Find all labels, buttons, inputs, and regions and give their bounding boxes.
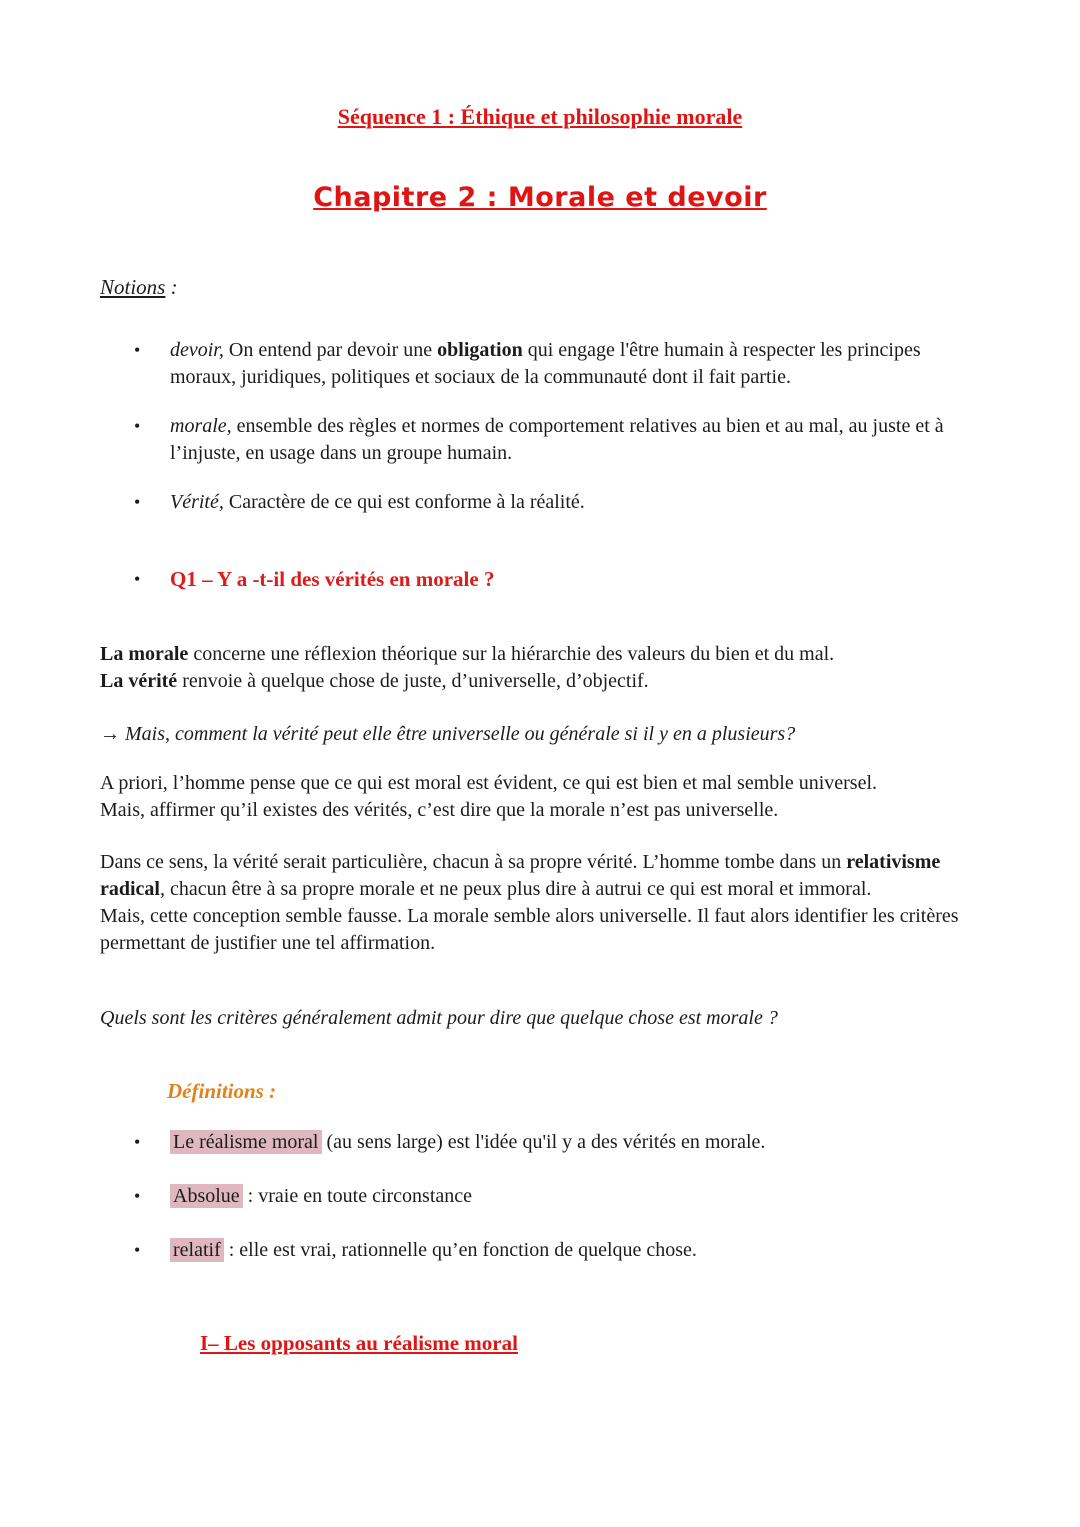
definition-body: : elle est vrai, rationnelle qu’en fonction de quelque chose. (223, 1239, 697, 1261)
arrow-question-text: Mais, comment la vérité peut elle être universelle ou générale si il y en a plusieurs? (120, 723, 796, 745)
notion-item-devoir (100, 337, 980, 391)
definition-item-absolue (100, 1183, 980, 1210)
highlighted-term: relatif (170, 1238, 224, 1262)
bullet-icon: • (134, 1240, 141, 1260)
definition-text (170, 1183, 980, 1210)
apriori-line1: A priori, l’homme pense que ce qui est moral est évident, ce qui est bien et mal semble universel. (100, 772, 878, 794)
notion-body: Caractère de ce qui est conforme à la réalité. (223, 491, 585, 513)
bullet-icon: • (134, 1186, 141, 1206)
term-la-verite: La vérité (100, 670, 178, 692)
section-1-title: I– Les opposants au réalisme moral (200, 1331, 518, 1355)
notion-body-post: qui engage l'être humain à respecter les principes moraux, juridiques, politiques et sociaux de la communauté dont il fait partie. (170, 339, 921, 388)
morale-definition: concerne une réflexion théorique sur la hiérarchie des valeurs du bien et du mal. (188, 643, 835, 665)
notion-text (170, 337, 980, 391)
term-la-morale: La morale (100, 643, 189, 665)
definition-body: (au sens large) est l'idée qu'il y a des vérités en morale. (321, 1131, 766, 1153)
notions-colon: : (165, 275, 178, 299)
notion-body: On entend par devoir une (223, 339, 438, 361)
definition-text (170, 1237, 980, 1264)
relativisme-pre: Dans ce sens, la vérité serait particulière, chacun à sa propre vérité. L’homme tombe dans un (100, 851, 847, 873)
notion-bold: obligation (437, 339, 523, 361)
highlighted-term: Absolue (170, 1184, 243, 1208)
paragraph-arrow-question (100, 721, 980, 748)
paragraph-morale-verite (100, 641, 980, 695)
notion-text (170, 489, 980, 516)
paragraph-apriori (100, 770, 980, 824)
notion-item-morale (100, 413, 980, 467)
question-q1: Q1 – Y a -t-il des vérités en morale ? (170, 567, 495, 591)
definition-text (170, 1129, 980, 1156)
verite-definition: renvoie à quelque chose de juste, d’universelle, d’objectif. (177, 670, 649, 692)
chapter-title: Chapitre 2 : Morale et devoir (313, 182, 767, 213)
notions-label: Notions (100, 275, 166, 299)
paragraph-relativisme (100, 849, 980, 957)
definition-item-realisme (100, 1129, 980, 1156)
notions-heading (100, 274, 980, 301)
bullet-icon: • (134, 416, 141, 436)
question-q1-row (100, 566, 980, 593)
apriori-line2: Mais, affirmer qu’il existes des vérités, c’est dire que la morale n’est pas universelle. (100, 799, 779, 821)
notion-text (170, 413, 980, 467)
definitions-heading: Définitions : (167, 1079, 277, 1103)
notion-list (100, 337, 980, 516)
notion-term: Vérité, (170, 491, 224, 513)
definition-item-relatif (100, 1237, 980, 1264)
highlighted-term: Le réalisme moral (170, 1130, 322, 1154)
bullet-icon: • (134, 340, 141, 360)
notion-item-verite (100, 489, 980, 516)
sequence-title: Séquence 1 : Éthique et philosophie morale (337, 104, 743, 129)
arrow-icon: → (100, 723, 120, 745)
definition-body: : vraie en toute circonstance (242, 1185, 473, 1207)
relativisme-line2: Mais, cette conception semble fausse. La morale semble alors universelle. Il faut alors identifier les critères permettant de justifier une tel affirmation. (100, 905, 959, 954)
notion-term: morale, (170, 415, 232, 437)
definitions-list (100, 1129, 980, 1264)
term-relativisme-radical: relativisme radical (100, 851, 941, 900)
bullet-icon: • (134, 492, 141, 512)
notion-body: ensemble des règles et normes de comportement relatives au bien et au mal, au juste et à l’injuste, en usage dans un groupe humain. (170, 415, 944, 464)
notion-term: devoir, (170, 339, 224, 361)
bullet-icon: • (134, 1132, 141, 1152)
bullet-icon: • (134, 569, 141, 589)
paragraph-criteria-question: Quels sont les critères généralement admit pour dire que quelque chose est morale ? (100, 1007, 778, 1029)
relativisme-post: , chacun être à sa propre morale et ne peux plus dire à autrui ce qui est moral et immoral. (160, 878, 872, 900)
